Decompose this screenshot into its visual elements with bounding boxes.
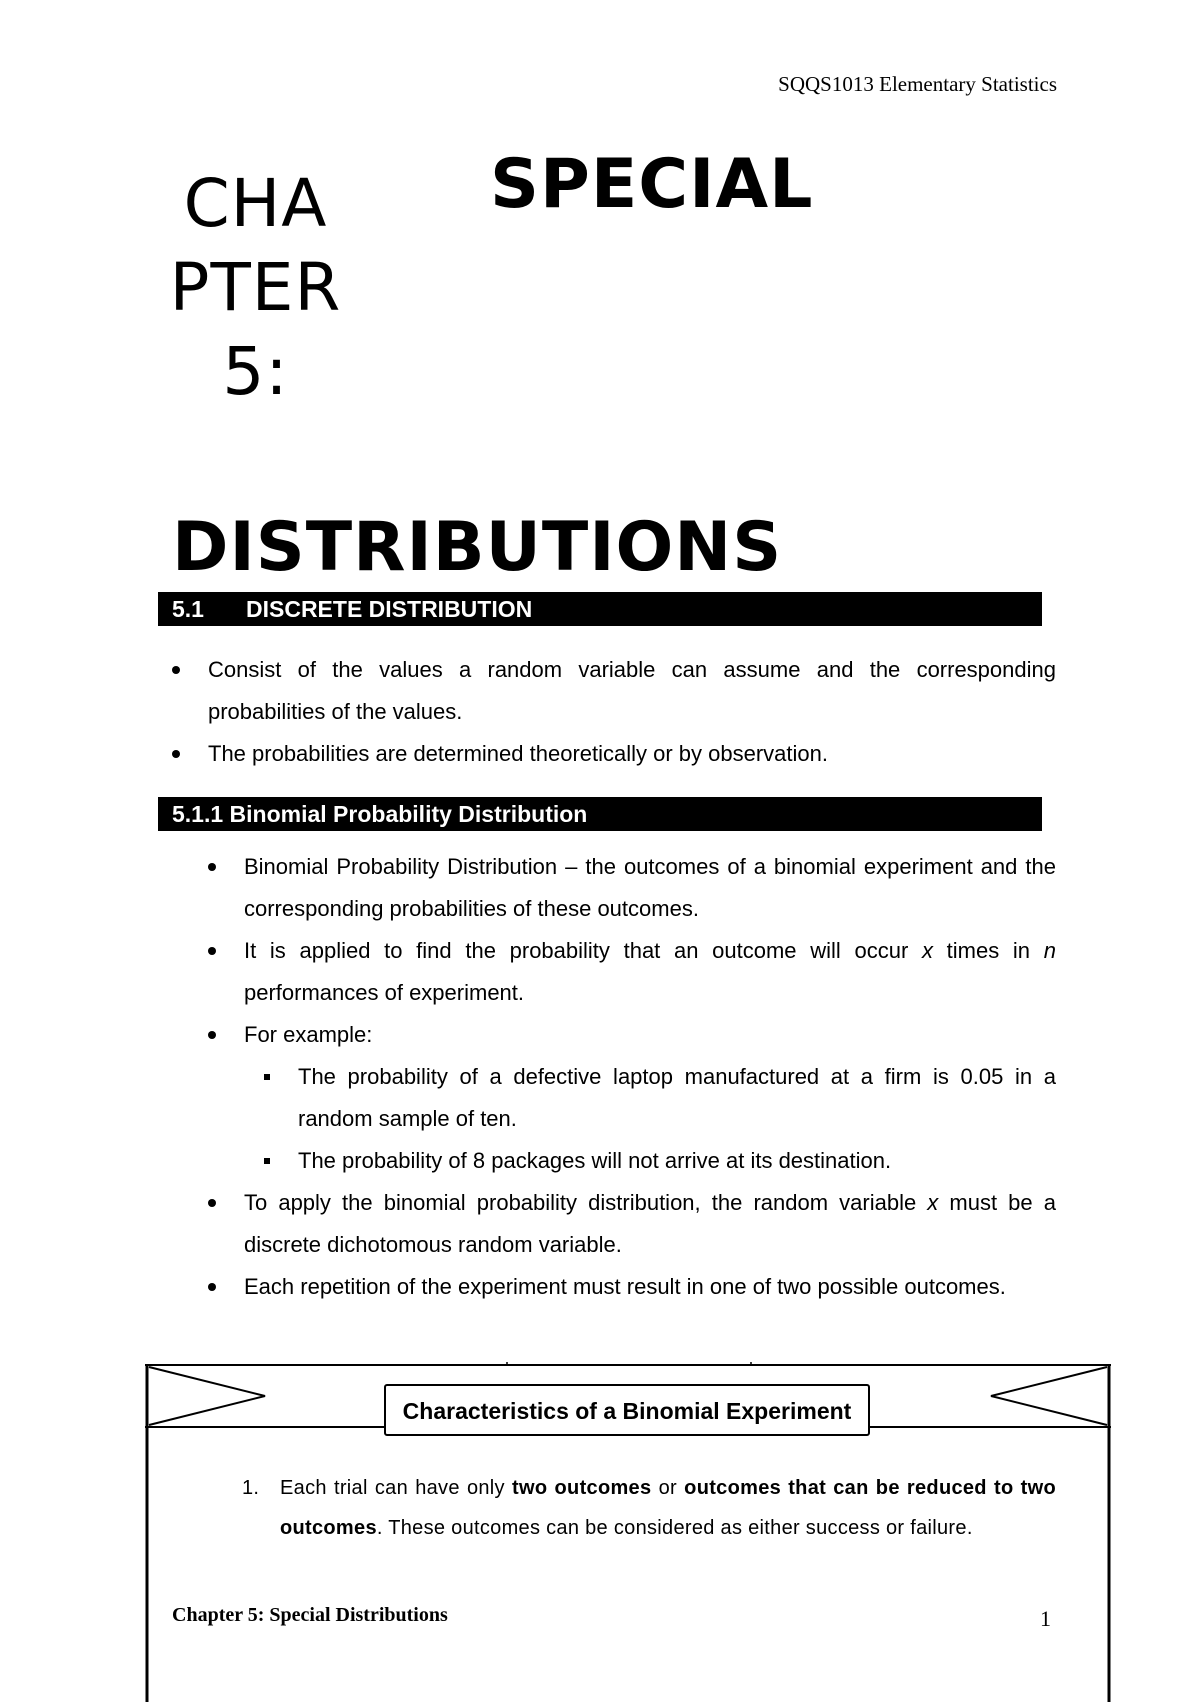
left-chevron-icon bbox=[149, 1367, 265, 1425]
chapter-label bbox=[148, 162, 363, 414]
section-heading-5-1-1: 5.1.1 Binomial Probability Distribution bbox=[158, 797, 1042, 831]
bullet-icon bbox=[172, 666, 180, 674]
section-heading-5-1 bbox=[158, 592, 1042, 626]
list-item: To apply the binomial probability distribution, the random variable x must be a discrete dichotomous random variable. bbox=[244, 1182, 1056, 1266]
characteristic-item bbox=[244, 1468, 1056, 1548]
variable-x: x bbox=[927, 1190, 939, 1215]
item-number: 1. bbox=[242, 1477, 260, 1499]
example-item: The probability of a defective laptop manufactured at a firm is 0.05 in a random sample of ten. bbox=[298, 1056, 1056, 1140]
bullet-icon bbox=[208, 1199, 216, 1207]
characteristics-title: Characteristics of a Binomial Experiment bbox=[384, 1384, 870, 1436]
example-list bbox=[244, 1056, 1056, 1182]
chapter-title-bottom: DISTRIBUTIONS bbox=[172, 508, 783, 587]
chapter-label-line: CHA bbox=[183, 165, 328, 242]
course-header: SQQS1013 Elementary Statistics bbox=[778, 72, 1057, 96]
variable-n: n bbox=[1043, 938, 1056, 963]
chapter-label-line: 5: bbox=[222, 333, 289, 410]
list-item: The probabilities are determined theoretically or by observation. bbox=[208, 733, 1056, 775]
bullet-icon bbox=[208, 1031, 216, 1039]
list-item: It is applied to find the probability that an outcome will occur x times in n performances of experiment. bbox=[244, 930, 1056, 1014]
bullet-icon bbox=[208, 947, 216, 955]
footer-chapter: Chapter 5: Special Distributions bbox=[172, 1604, 448, 1626]
list-item: Consist of the values a random variable can assume and the corresponding probabilities of the values. bbox=[208, 649, 1056, 733]
list-item: For example: The probability of a defective laptop manufactured at a firm is 0.05 in a random sample of ten. The probability of 8 packages will not arrive at its destination. bbox=[244, 1014, 1056, 1182]
right-chevron-icon bbox=[991, 1367, 1107, 1425]
list-item: Binomial Probability Distribution – the outcomes of a binomial experiment and the corresponding probabilities of these outcomes. bbox=[244, 846, 1056, 930]
item-text: Each trial can have only two outcomes or outcomes that can be reduced to two outcomes. These outcomes can be considered as either success or failure. bbox=[280, 1477, 1056, 1539]
variable-x: x bbox=[921, 938, 933, 963]
chapter-title-top: SPECIAL bbox=[490, 145, 814, 224]
chapter-label-line: PTER bbox=[169, 249, 342, 326]
bullet-icon bbox=[172, 750, 180, 758]
page-number: 1 bbox=[1040, 1606, 1051, 1631]
section-title: DISCRETE DISTRIBUTION bbox=[246, 596, 533, 622]
list-item: Each repetition of the experiment must result in one of two possible outcomes. bbox=[244, 1266, 1056, 1308]
bullet-icon bbox=[208, 863, 216, 871]
section-number: 5.1 bbox=[172, 596, 204, 622]
section-5-1-bullets bbox=[208, 649, 1056, 775]
example-item: The probability of 8 packages will not arrive at its destination. bbox=[298, 1140, 1056, 1182]
section-5-1-1-bullets bbox=[244, 846, 1056, 1308]
square-bullet-icon bbox=[264, 1158, 270, 1164]
square-bullet-icon bbox=[264, 1074, 270, 1080]
bullet-icon bbox=[208, 1283, 216, 1291]
